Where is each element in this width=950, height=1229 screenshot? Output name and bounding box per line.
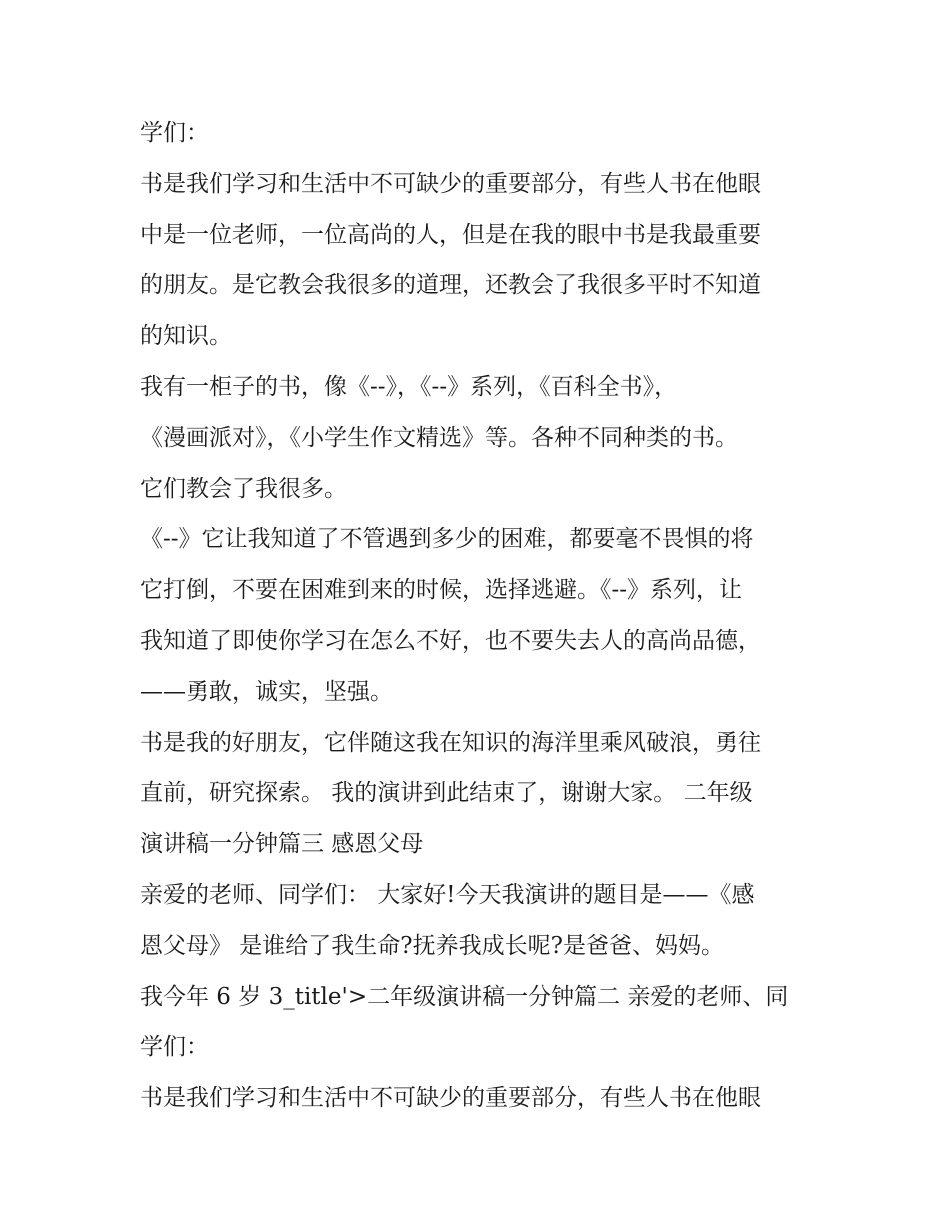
text-line: 我知道了即使你学习在怎么不好，也不要失去人的高尚品德， — [140, 627, 761, 654]
text-line: 的朋友。是它教会我很多的道理，还教会了我很多平时不知道 — [140, 272, 761, 299]
text-line: 我有一柜子的书，像《--》，《--》系列，《百科全书》， — [140, 373, 678, 400]
text-line: 学们： — [140, 120, 209, 146]
text-line: 《漫画派对》，《小学生作文精选》等。各种不同种类的书。 — [140, 424, 738, 451]
text-line: 书是我们学习和生活中不可缺少的重要部分，有些人书在他眼 — [140, 1085, 761, 1112]
text-line: 亲爱的老师、同学们： 大家好!今天我演讲的题目是——《感 — [140, 881, 755, 908]
text-line: 它打倒，不要在困难到来的时候，选择逃避。《--》系列，让 — [140, 577, 743, 604]
text-line: 直前，研究探索。 我的演讲到此结束了，谢谢大家。 二年级 — [140, 780, 753, 807]
text-line: 学们： — [140, 1034, 209, 1061]
text-line: 恩父母》 是谁给了我生命?抚养我成长呢?是爸爸、妈妈。 — [140, 932, 724, 959]
text-line: 书是我的好朋友，它伴随这我在知识的海洋里乘风破浪，勇往 — [140, 729, 761, 756]
text-line: 演讲稿一分钟篇三 感恩父母 — [140, 831, 424, 858]
text-line: 《--》它让我知道了不管遇到多少的困难，都要毫不畏惧的将 — [140, 526, 754, 553]
text-line: 书是我们学习和生活中不可缺少的重要部分，有些人书在他眼 — [140, 170, 761, 197]
text-line: 的知识。 — [140, 323, 232, 350]
text-line: 我今年 6 岁 3_title'>二年级演讲稿一分钟篇二 亲爱的老师、同 — [140, 983, 789, 1010]
document-body — [140, 108, 820, 1124]
text-line: 中是一位老师，一位高尚的人，但是在我的眼中书是我最重要 — [140, 221, 761, 248]
text-line: 它们教会了我很多。 — [140, 475, 347, 502]
text-line: ——勇敢，诚实，坚强。 — [140, 678, 393, 705]
